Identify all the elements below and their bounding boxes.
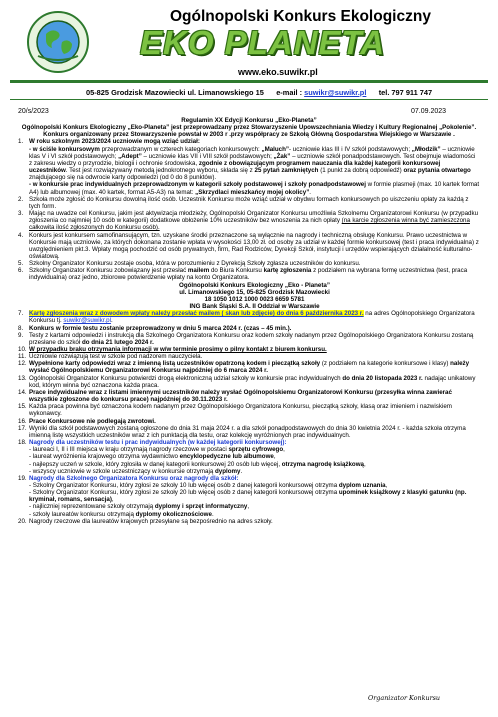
item-number: 11. xyxy=(18,353,27,361)
item-text: Każda praca powinna być oznaczona kodem nadanym przez Ogólnopolskiego Organizatora Konkursu, pieczątką szkoły, klasą oraz imieniem i nazwiskiem wykonawcy. xyxy=(29,403,452,418)
regulation-item xyxy=(18,403,480,417)
regulation-item xyxy=(18,267,480,310)
item-text: Wypełnione karty odpowiedzi wraz z imienną listą uczestników opatrzoną kodem i pieczątką szkoły (z podziałem na kategorie konkursowe i klasy) należy wysłać Ogólnopolskiemu Organizatorowi Konkursu najpóźniej do 6 marca 2024 r. xyxy=(29,360,470,375)
item-number: 9. xyxy=(18,331,24,339)
item-text: Wyniki dla szkół podstawowych zostaną ogłoszone do dnia 31 maja 2024 r. a dla szkół ponadpodstawowych do dnia 30 kwietnia 2024 r. - każda szkoła otrzyma imienną listę wszystkich uczestników wraz z ich punktacją dla testu, oraz kolekcję wyróżnionych prac indywidualnych. xyxy=(29,424,466,439)
divider-thick xyxy=(10,80,488,83)
letterhead xyxy=(0,0,498,97)
item-number: 17. xyxy=(18,424,27,432)
item-number: 16. xyxy=(18,417,27,425)
item-number: 12. xyxy=(18,360,27,368)
regulation-item xyxy=(18,346,480,353)
signature: Organizator Konkursu xyxy=(368,694,441,702)
item-number: 19. xyxy=(18,474,27,482)
regulation-item xyxy=(18,310,480,324)
title-line-2: EKO PLANETA xyxy=(140,24,386,61)
phone: tel. 797 911 747 xyxy=(378,88,433,97)
item-number: 15. xyxy=(18,403,27,411)
item-text: W roku szkolnym 2023/2024 uczniowie mogą wziąć udział: - w ściśle konkursowym przeprowadzanym w czterech kategoriach konkursowych: „Maluch”- uczniowie klas III i IV szkół podstawowych; „Młodzik” – uczniowie klas V i VI szkół podstawowych; „Adept” – uczniowie klas VII i VIII szkół podstawowych; „Żak” – uczniowie szkół ponadpodstawowych. Test obejmuje wiadomości z zakresu wiedzy o przyrodzie, biologii i ochronie środowiska, zgodnie z obowiązującym programem nauczania dla każdej kategorii konkursowej uczestników. Test jest rozwiązywany metodą jednokrotnego wyboru, składa się z 25 pytań zamkniętych (1 punkt za dobrą odpowiedź) oraz pytania otwartego znajdującego się na odwrocie karty odpowiedzi (od 0 do 8 punktów). - w konkursie prac indywidualnych przeprowadzonym w kategorii szkoły podstawowej i szkoły ponadpodstawowej w formie plasmeji (max. 10 kartek format A4) lub albumowej (max. 40 kartek, format A5-A3) na temat: „Skrzydlaci mieszkańcy mojej okolicy”. xyxy=(29,138,480,196)
item-text: W przypadku braku otrzymania informacji w w/w terminie prosimy o pilny kontakt z biurem konkursu. xyxy=(29,346,327,353)
item-number: 2. xyxy=(18,195,24,203)
regulation-item xyxy=(18,375,480,389)
regulations-list xyxy=(18,138,480,524)
regulation-item xyxy=(18,418,480,425)
item-text: Prace Konkursowe nie podlegają zwrotowi. xyxy=(29,417,156,425)
item-number: 4. xyxy=(18,231,24,239)
regulation-item xyxy=(18,360,480,374)
item-text: Szkoła może zgłosić do Konkursu dowolną ilość osób. Uczestnik Konkursu może wziąć udział w obydwu formach konkursowych po uiszczeniu opłaty za każdą z tych form. xyxy=(29,195,469,210)
email-link[interactable]: suwikr@suwikr.pl xyxy=(304,88,367,97)
item-number: 13. xyxy=(18,374,27,382)
regulations-body xyxy=(18,117,480,525)
item-text: Nagrody rzeczowe dla laureatów krajowych przesyłane są bezpośrednio na adres szkoły. xyxy=(29,517,273,525)
website[interactable]: www.eko.suwikr.pl xyxy=(238,67,318,77)
item-number: 18. xyxy=(18,439,27,447)
regulation-item xyxy=(18,389,480,403)
document-date: 07.09.2023 xyxy=(411,108,447,115)
item-text: Konkurs jest konkursem samofinansującym, tzn. uzyskane środki przeznaczone są wyłącznie na nagrody i techniczną obsługę Konkursu. Prawo uczestnictwa w Konkursie mają uczniowie, za których dokonana zostanie wpłata w wysokości 13,00 zł. od osoby za udział w każdej formie konkursowej (test i praca indywidualna) z uwzględnieniem pkt.3. Wpłaty mogą pochodzić od osób prywatnych, firm, Rad Rodziców, Dyrekcji Szkół, instytucji i urzędów wspierających działalność kulturalno-oświatową. xyxy=(29,231,479,260)
regulation-item xyxy=(18,425,480,439)
item-number: 8. xyxy=(18,324,24,332)
item-text: Nagrody dla uczestników testu i prac indywidualnych (w każdej kategorii konkursowej): - laureaci I, II i III miejsca w kraju otrzymają nagrody rzeczowe w postaci sprzętu cyfrowego, - laureat wyróżnienia krajowego otrzyma wydawnictwo encyklopedyczne lub albumowe, - najlepszy uczeń w szkole, który zgłosiła w danej kategorii konkursowej 20 osób lub więcej, otrzyma nagrodę książkową, - wszyscy uczniowie w szkole uczestniczący w konkursie otrzymają dyplomy. xyxy=(29,439,366,475)
item-number: 14. xyxy=(18,388,27,396)
item-text: Ogólnopolski Organizator Konkursu potwierdzi drogą elektroniczną udział szkoły w konkursie prac indywidualnych do dnia 20 listopada 2023 r. nadając unikatowy kod, którym winna być oznaczona każda praca. xyxy=(29,374,476,389)
regulation-item xyxy=(18,138,480,195)
item-text: Mając na uwadze cel Konkursu, jakim jest aktywizacja młodzieży, Ogólnopolski Organizator Konkursu umożliwia Szkolnemu Organizatorowi Konkursu (w przypadku zgłoszenia co najmniej 10 osób w kategorii) dodatkowe obłożenie 10% uczestników bez wnoszenia za nich opłaty (na karcie zgłoszenia winna być zamieszczona całkowita ilość zgłoszonych do Konkursu osób). xyxy=(29,210,479,232)
regulation-item xyxy=(18,196,480,210)
item-text: Testy z kartami odpowiedzi i instrukcją dla Szkolnego Organizatora Konkursu oraz kodem szkoły nadanym przez Ogólnopolskiego Organizatora Konkursu zostaną przesłane do szkół do dnia 21 lutego 2024 r. xyxy=(29,331,474,346)
item-text: Szkolny Organizator Konkursu zostaje osoba, która w porozumieniu z Dyrekcją Szkoły zgłasza uczestników do konkursu. xyxy=(29,260,361,268)
item-number: 5. xyxy=(18,260,24,268)
item-number: 7. xyxy=(18,310,24,318)
regulations-heading: Regulamin XX Edycji Konkursu „Eko-Planeta” xyxy=(181,117,317,124)
intro-paragraph: Ogólnopolski Konkurs Ekologiczny „Eko-Planeta” jest przeprowadzany przez Stowarzyszenie Upowszechniania Wiedzy i Kultury Regionalnej „Pokolenie”. Konkurs organizowany przez Stowarzyszenie powstał w 2003 r .przy współpracy ze Szkołą Główną Gospodarstwa Wiejskiego w Warszawie . xyxy=(21,124,477,139)
reference-number: 20/s/2023 xyxy=(18,108,49,115)
item-text: Nagrody dla Szkolnego Organizatora Konkursu oraz nagrody dla szkół: - Szkolny Organizator Konkursu, który zgłosi ze szkoły 10 lub więcej osób z danej kategorii konkursowej otrzyma dyplom uznania, - Szkolny Organizator Konkursu, który zgłosi ze szkoły 20 lub więcej osób z danej kategorii konkursowej otrzyma upominek książkowy z klasyki gatunku (np. kryminał, romans, sensacja), - najliczniej reprezentowane szkoły otrzymają dyplomy i sprzęt informatyczny, - szkoły laureatów konkursu otrzymają dyplomy okolicznościowe. xyxy=(29,474,467,518)
item-number: 20. xyxy=(18,517,27,525)
regulation-item xyxy=(18,232,480,261)
email-label: e-mail : xyxy=(276,88,303,97)
regulation-item xyxy=(18,210,480,231)
title-line-1: Ogólnopolski Konkurs Ekologiczny xyxy=(170,8,431,25)
eko-planeta-logo xyxy=(26,10,90,74)
item-number: 6. xyxy=(18,267,24,275)
regulation-item xyxy=(18,439,480,475)
regulation-item xyxy=(18,353,480,360)
regulation-item xyxy=(18,475,480,518)
regulation-item xyxy=(18,518,480,525)
item-text: Szkolny Organizator Konkursu zobowiązany jest przesłać mailem do Biura Konkursu kartę zgłoszenia z podziałem na wybrana formę uczestnictwa (test, praca indywidualna) oraz jedno, zbiorowe potwierdzenie wpłaty na konto Organizatora. Ogólnopolski Konkurs Ekologiczny „Eko - Planeta” ul. Limanowskiego 15, 05-825 Grodzisk Mazowiecki 18 1050 1012 1000 0023 6659 5781 ING Bank Śląski S.A. II Oddział w Warszawie xyxy=(29,267,468,311)
item-number: 10. xyxy=(18,346,27,353)
item-text: Kartę zgłoszenia wraz z dowodem wpłaty należy przesłać mailem ( skan lub zdjęcie) do dnia 6 października 2023 r. na adres Ogólnopolskiego Organizatora Konkursu tj. suwikr@suwikr.pl. xyxy=(29,310,475,325)
regulation-item xyxy=(18,260,480,267)
divider-thin xyxy=(10,99,488,100)
item-number: 1. xyxy=(18,138,24,146)
regulation-item xyxy=(18,332,480,346)
item-text: Prace indywidualne wraz z listami imiennymi uczestników należy wysłać Ogólnopolskiemu Organizatorowi Konkursu (przesyłka winna zawierać wszystkie zgłoszone do konkursu prace) najpóźniej do 30.11.2023 r. xyxy=(29,388,452,404)
contact-line xyxy=(86,88,432,97)
item-text: Konkurs w formie testu zostanie przeprowadzony w dniu 5 marca 2024 r. (czas – 45 min.). xyxy=(29,324,292,332)
item-number: 3. xyxy=(18,210,24,218)
item-text: Uczniowie rozwiązują test w szkole pod nadzorem nauczyciela. xyxy=(29,353,203,361)
regulation-item xyxy=(18,325,480,332)
address: 05-825 Grodzisk Mazowiecki ul. Limanowskiego 15 xyxy=(86,88,264,97)
